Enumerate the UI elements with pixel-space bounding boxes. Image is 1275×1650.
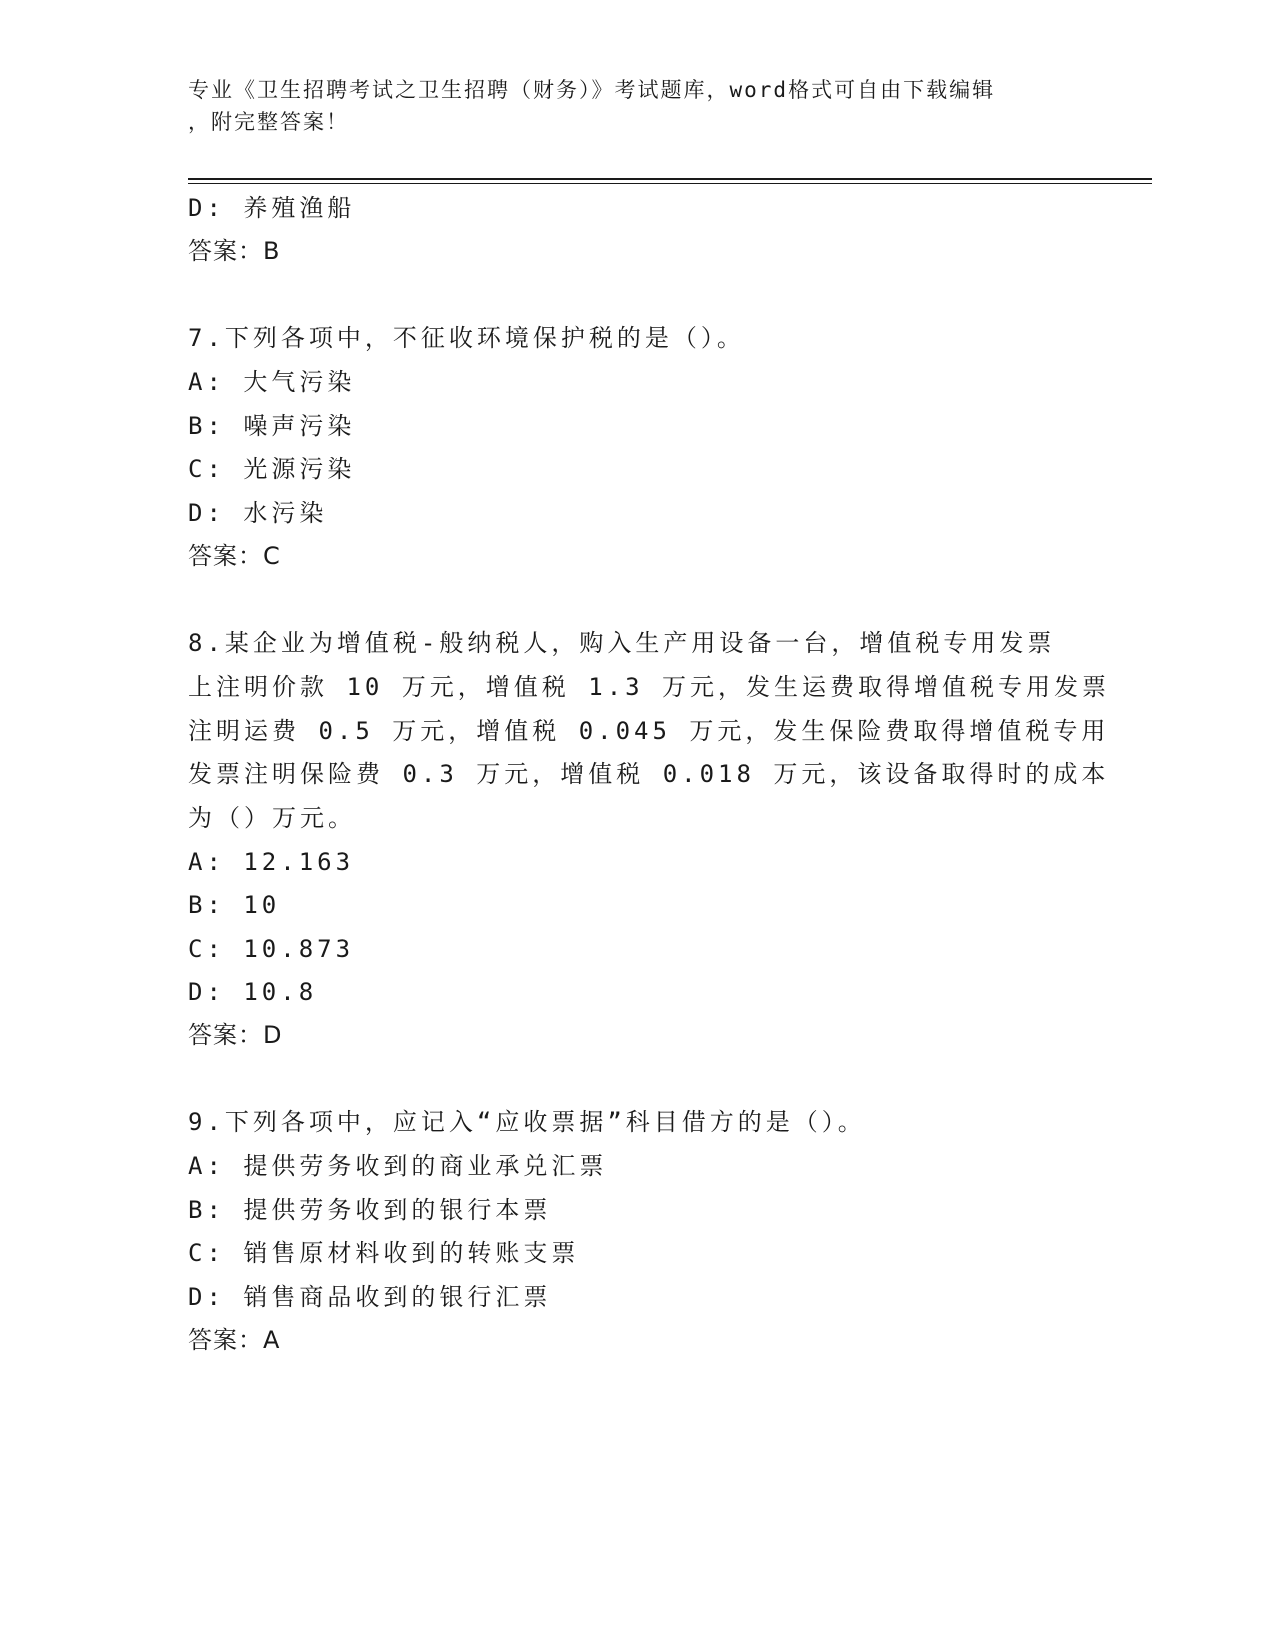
q9-answer: 答案：A bbox=[188, 1326, 281, 1354]
q8-stem-line-4: 发票注明保险费 0.3 万元，增值税 0.018 万元，该设备取得时的成本 bbox=[188, 760, 1110, 788]
q8-option-b: B: 10 bbox=[188, 891, 281, 919]
header-line-2: ，附完整答案！ bbox=[188, 110, 349, 134]
q6-option-d: D: 养殖渔船 bbox=[188, 194, 356, 222]
q7-answer: 答案：C bbox=[188, 542, 281, 570]
q9-option-a: A: 提供劳务收到的商业承兑汇票 bbox=[188, 1152, 608, 1180]
header-rule-thick bbox=[188, 178, 1152, 180]
q8-stem-line-5: 为（）万元。 bbox=[188, 804, 356, 832]
q9-option-d: D: 销售商品收到的银行汇票 bbox=[188, 1283, 552, 1311]
header-rule-thin bbox=[188, 183, 1152, 184]
q8-option-a: A: 12.163 bbox=[188, 848, 355, 876]
header-line-1: 专业《卫生招聘考试之卫生招聘（财务）》考试题库，word格式可自由下载编辑 bbox=[188, 78, 996, 102]
q7-option-a: A: 大气污染 bbox=[188, 368, 356, 396]
q8-answer: 答案：D bbox=[188, 1021, 283, 1049]
q8-stem-line-3: 注明运费 0.5 万元，增值税 0.045 万元，发生保险费取得增值税专用 bbox=[188, 717, 1110, 745]
document-header bbox=[188, 74, 1068, 138]
q7-option-b: B: 噪声污染 bbox=[188, 412, 356, 440]
q9-option-c: C: 销售原材料收到的转账支票 bbox=[188, 1239, 580, 1267]
q9-stem: 9.下列各项中，应记入“应收票据”科目借方的是（）。 bbox=[188, 1108, 866, 1136]
q9-option-b: B: 提供劳务收到的银行本票 bbox=[188, 1196, 552, 1224]
q8-stem-line-1: 8.某企业为增值税-般纳税人，购入生产用设备一台，增值税专用发票 bbox=[188, 629, 1056, 657]
q6-answer: 答案：B bbox=[188, 237, 281, 265]
q8-stem-line-2: 上注明价款 10 万元，增值税 1.3 万元，发生运费取得增值税专用发票 bbox=[188, 673, 1111, 701]
q7-option-c: C: 光源污染 bbox=[188, 455, 356, 483]
q8-option-d: D: 10.8 bbox=[188, 978, 318, 1006]
q7-stem: 7.下列各项中，不征收环境保护税的是（）。 bbox=[188, 324, 745, 352]
q7-option-d: D: 水污染 bbox=[188, 499, 328, 527]
q8-option-c: C: 10.873 bbox=[188, 935, 355, 963]
